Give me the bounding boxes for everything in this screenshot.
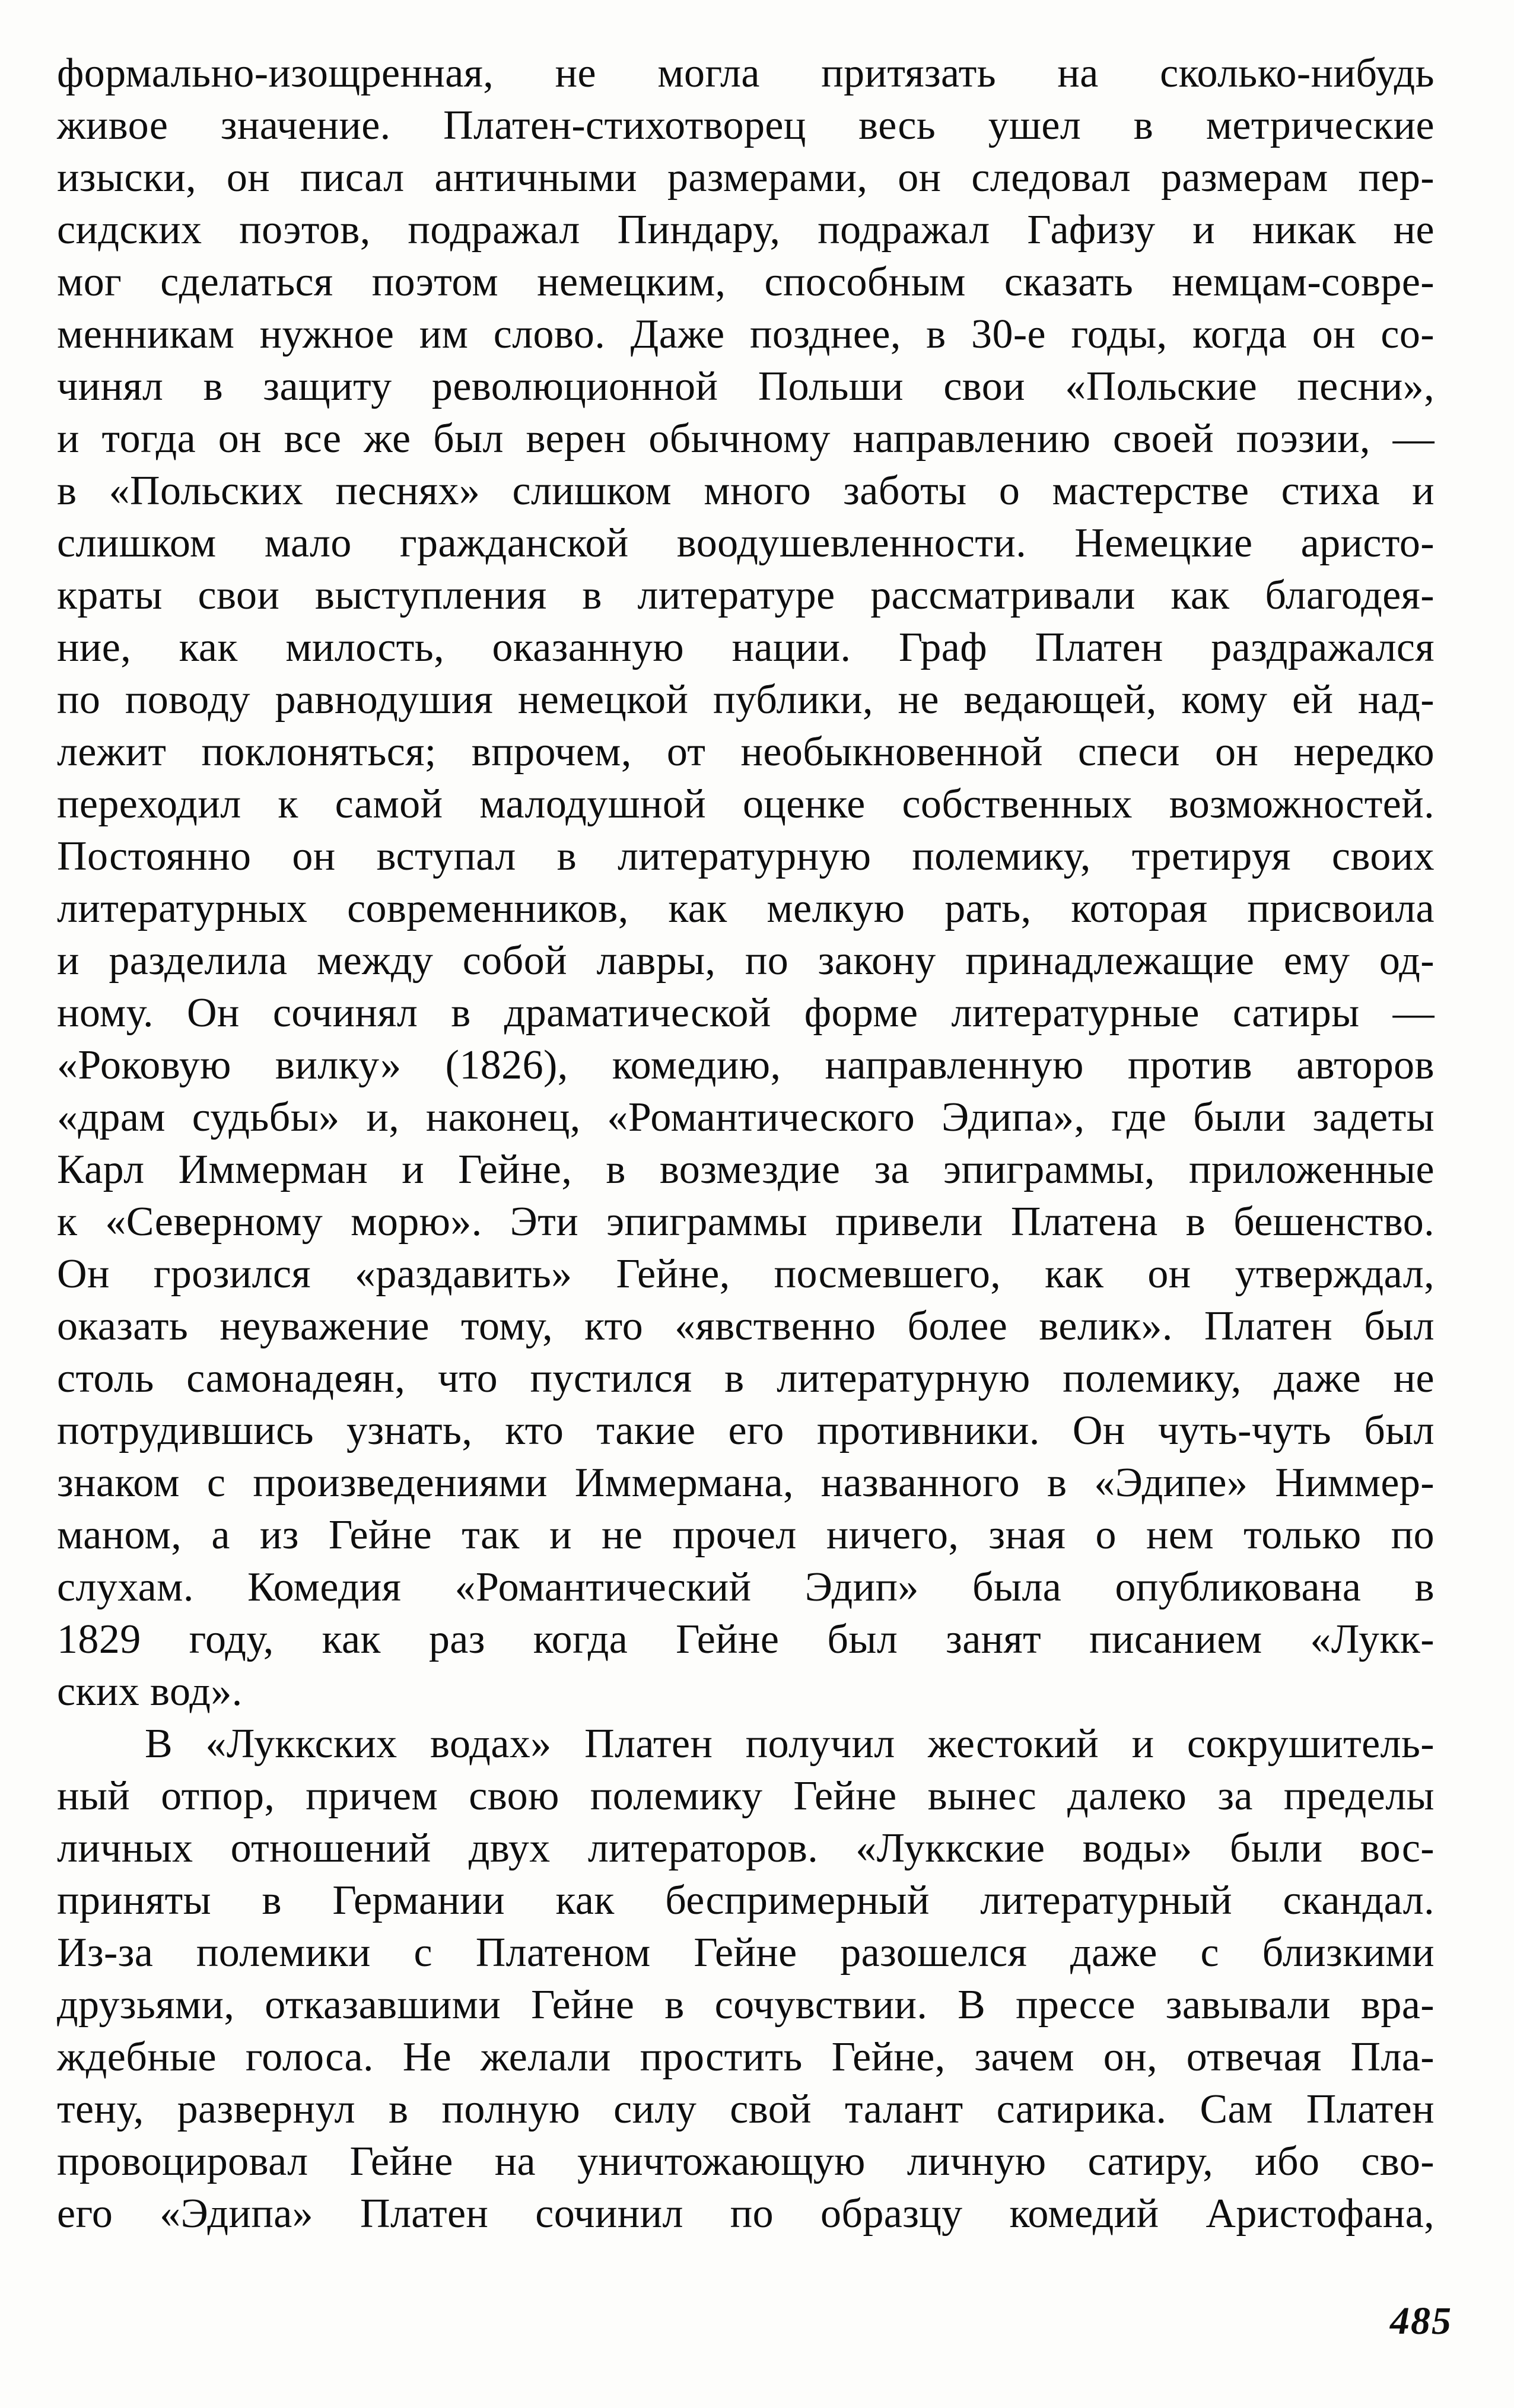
text-line: к «Северному морю». Эти эпиграммы привели Платена в бешенство. xyxy=(57,1199,1435,1245)
text-line: краты свои выступления в литературе рассматривали как благодея- xyxy=(57,572,1435,618)
text-line: В «Луккских водах» Платен получил жестокий и сокрушитель- xyxy=(145,1721,1435,1767)
text-line: и тогда он все же был верен обычному направлению своей поэзии, — xyxy=(57,416,1435,462)
text-line: провоцировал Гейне на уничтожающую личную сатиру, ибо сво- xyxy=(57,2139,1435,2184)
text-line: «Роковую вилку» (1826), комедию, направленную против авторов xyxy=(57,1042,1435,1088)
text-line: приняты в Германии как беспримерный литературный скандал. xyxy=(57,1878,1435,1923)
text-line: личных отношений двух литераторов. «Луккские воды» были вос- xyxy=(57,1825,1435,1871)
text-line: ный отпор, причем свою полемику Гейне вынес далеко за пределы xyxy=(57,1773,1435,1819)
text-line: его «Эдипа» Платен сочинил по образцу комедий Аристофана, xyxy=(57,2191,1435,2237)
text-line: изыски, он писал античными размерами, он следовал размерам пер- xyxy=(57,155,1435,201)
text-line: Постоянно он вступал в литературную полемику, третируя своих xyxy=(57,834,1435,879)
text-line: тену, развернул в полную силу свой талант сатирика. Сам Платен xyxy=(57,2086,1435,2132)
text-line: ние, как милость, оказанную нации. Граф Платен раздражался xyxy=(57,625,1435,670)
text-line: живое значение. Платен-стихотворец весь ушел в метрические xyxy=(57,103,1435,148)
text-line: лежит поклоняться; впрочем, от необыкновенной спеси он нередко xyxy=(57,729,1435,775)
text-line: формально-изощренная, не могла притязать на сколько-нибудь xyxy=(57,50,1435,96)
text-line: мог сделаться поэтом немецким, способным сказать немцам-совре- xyxy=(57,259,1435,305)
text-line: ждебные голоса. Не желали простить Гейне, зачем он, отвечая Пла- xyxy=(57,2034,1435,2080)
text-line: и разделила между собой лавры, по закону принадлежащие ему од- xyxy=(57,938,1435,984)
text-line: «драм судьбы» и, наконец, «Романтического Эдипа», где были задеты xyxy=(57,1095,1435,1140)
text-line: 1829 году, как раз когда Гейне был занят писанием «Лукк- xyxy=(57,1617,1435,1662)
text-line: сидских поэтов, подражал Пиндару, подражал Гафизу и никак не xyxy=(57,207,1435,253)
text-line: ному. Он сочинял в драматической форме литературные сатиры — xyxy=(57,990,1435,1036)
text-line: Он грозился «раздавить» Гейне, посмевшего, как он утверждал, xyxy=(57,1251,1435,1297)
text-line: Карл Иммерман и Гейне, в возмездие за эпиграммы, приложенные xyxy=(57,1147,1435,1192)
text-line: литературных современников, как мелкую рать, которая присвоила xyxy=(57,886,1435,931)
text-line: ских вод». xyxy=(57,1669,243,1714)
text-line: переходил к самой малодушной оценке собственных возможностей. xyxy=(57,781,1435,827)
text-line: слишком мало гражданской воодушевленности. Немецкие аристо- xyxy=(57,520,1435,566)
page-number: 485 xyxy=(1390,2299,1452,2343)
text-column xyxy=(57,47,1435,2240)
text-line: потрудившись узнать, кто такие его противники. Он чуть-чуть был xyxy=(57,1408,1435,1453)
text-line: по поводу равнодушия немецкой публики, не ведающей, кому ей над- xyxy=(57,677,1435,723)
text-line: оказать неуважение тому, кто «явственно более велик». Платен был xyxy=(57,1303,1435,1349)
text-line: чинял в защиту революционной Польши свои «Польские песни», xyxy=(57,364,1435,409)
text-line: менникам нужное им слово. Даже позднее, в 30-е годы, когда он со- xyxy=(57,311,1435,357)
text-line: столь самонадеян, что пустился в литературную полемику, даже не xyxy=(57,1356,1435,1401)
text-line: в «Польских песнях» слишком много заботы о мастерстве стиха и xyxy=(57,468,1435,514)
text-line: маном, а из Гейне так и не прочел ничего, зная о нем только по xyxy=(57,1512,1435,1558)
text-line: знаком с произведениями Иммермана, названного в «Эдипе» Ниммер- xyxy=(57,1460,1435,1506)
text-line: друзьями, отказавшими Гейне в сочувствии. В прессе завывали вра- xyxy=(57,1982,1435,2028)
text-line: Из-за полемики с Платеном Гейне разошелся даже с близкими xyxy=(57,1930,1435,1976)
text-line: слухам. Комедия «Романтический Эдип» была опубликована в xyxy=(57,1564,1435,1610)
